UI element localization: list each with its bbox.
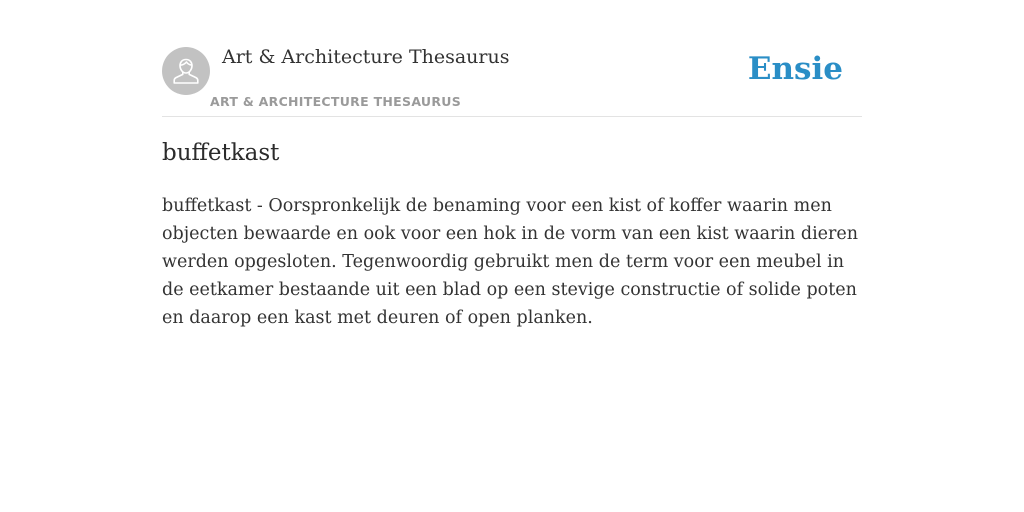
source-label: ART & ARCHITECTURE THESAURUS	[210, 94, 462, 109]
entry-header	[162, 0, 862, 117]
author-name[interactable]: Art & Architecture Thesaurus	[222, 46, 510, 68]
ensie-logo-link[interactable]: Ensie	[747, 51, 843, 87]
avatar[interactable]	[162, 47, 210, 95]
entry-definition: buffetkast - Oorspronkelijk de benaming voor een kist of koffer waarin men objecten bewaarde en ook voor een hok in de vorm van een kist waarin dieren werden opgesloten. Tegenwoordig gebruikt men de term voor een meubel in de eetkamer bestaande uit een blad op een stevige constructie of solide poten en daarop een kast met deuren of open planken.	[162, 196, 859, 328]
user-silhouette-icon	[171, 56, 201, 86]
entry-card	[162, 0, 862, 328]
entry-title: buffetkast	[162, 140, 280, 166]
